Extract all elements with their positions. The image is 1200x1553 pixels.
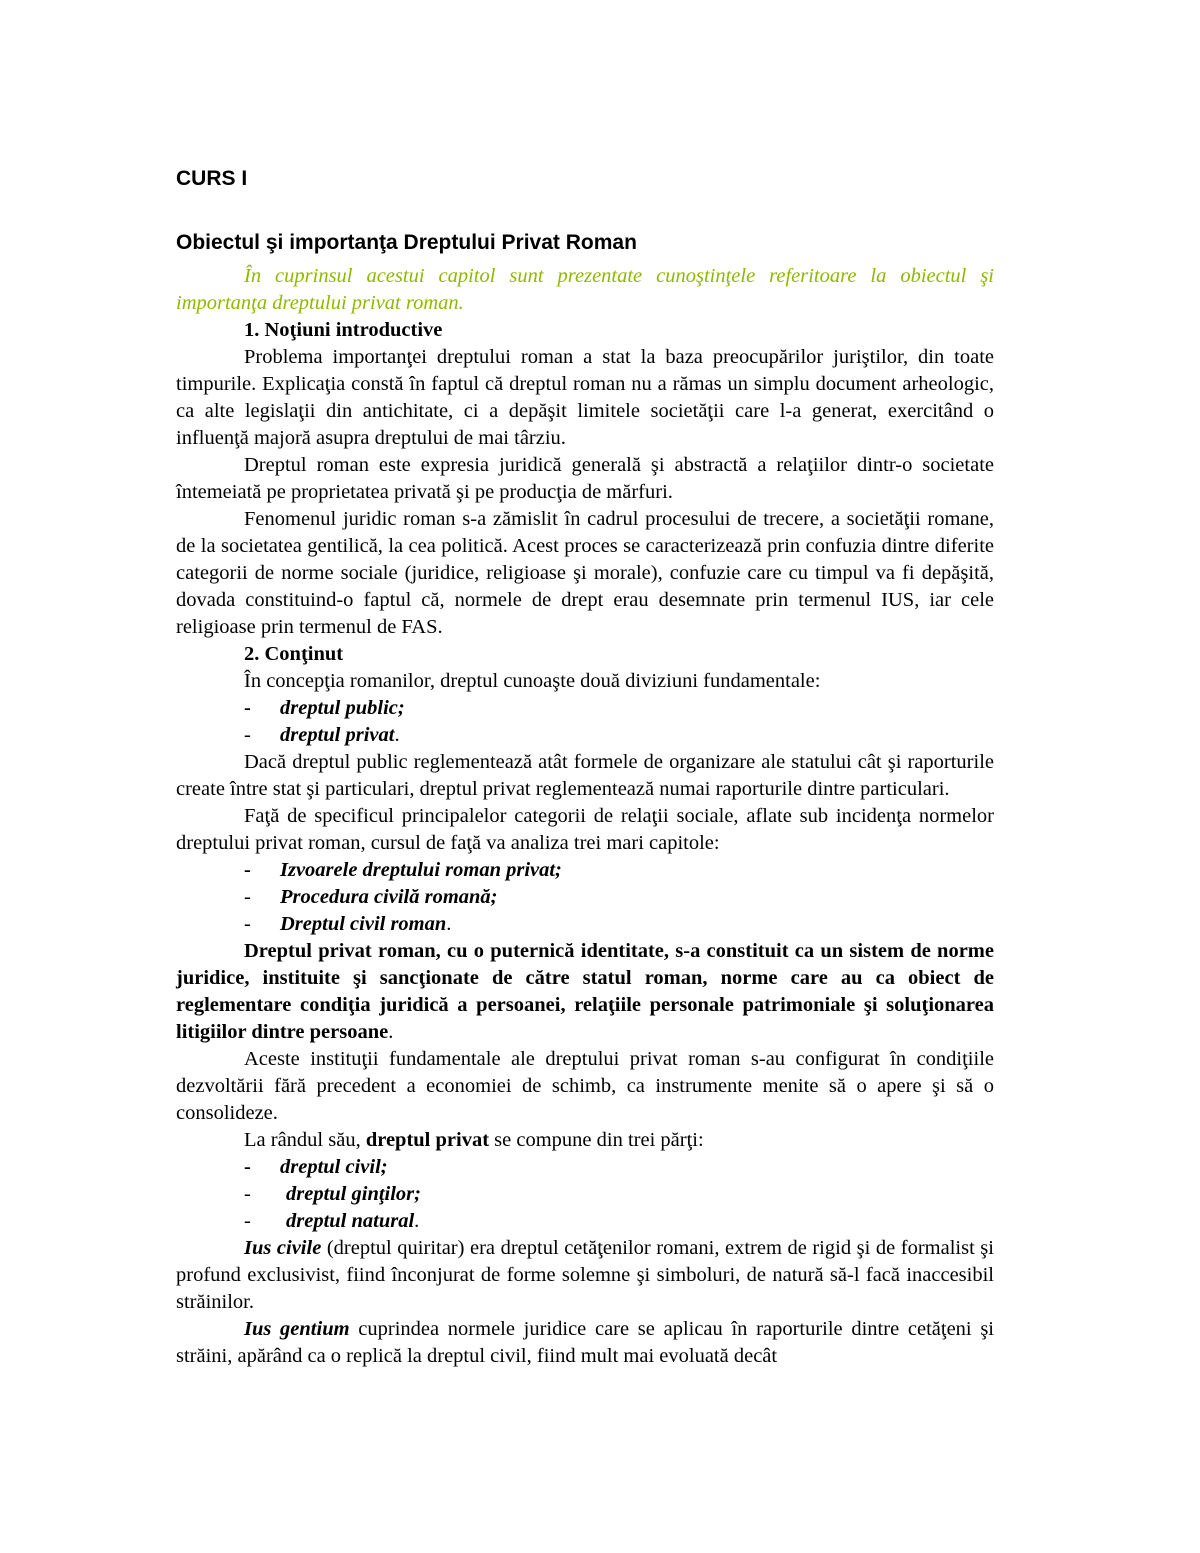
list-dash: - bbox=[244, 1183, 251, 1205]
ius-gentium-text: cuprindea normele juridice care se aplicau în raporturile dintre cetăţeni şi străini, apărând ca o replică la dreptul civil, fiind mult mai evoluată decât bbox=[176, 1318, 994, 1367]
list-item bbox=[176, 884, 994, 911]
parts-intro bbox=[176, 1127, 994, 1154]
list-item-text: Dreptul civil roman bbox=[280, 913, 447, 935]
list-item bbox=[176, 1154, 994, 1181]
list-dash: - bbox=[244, 724, 251, 746]
list-dash: - bbox=[244, 859, 251, 881]
list-item-text: Procedura civilă romană; bbox=[280, 886, 498, 908]
list-dash: - bbox=[244, 1156, 251, 1178]
parts-intro-post: se compune din trei părţi: bbox=[489, 1129, 704, 1151]
course-label: CURS I bbox=[176, 167, 248, 190]
list-item-text: dreptul public; bbox=[280, 697, 405, 719]
ius-civile-term: Ius civile bbox=[244, 1237, 322, 1259]
list-item-text: dreptul natural bbox=[286, 1210, 415, 1232]
parts-intro-bold: dreptul privat bbox=[365, 1129, 490, 1151]
list-item-text: dreptul ginţilor; bbox=[286, 1183, 421, 1205]
paragraph: Problema importanţei dreptului roman a stat la baza preocupărilor juriştilor, din toate timpurile. Explicaţia constă în faptul că dreptul roman nu a rămas un simplu document arheologic, ca alte legislaţii din antichitate, ci a depăşit limitele societăţii care l-a generat, exercitând o influenţă majoră asupra dreptului de mai târziu. bbox=[176, 346, 994, 449]
paragraph: Aceste instituţii fundamentale ale dreptului privat roman s-au configurat în condiţiile dezvoltării fără precedent a economiei de schimb, ca instrumente menite să o apere şi să o consolideze. bbox=[176, 1048, 994, 1124]
list-item bbox=[176, 857, 994, 884]
paragraph: În concepţia romanilor, dreptul cunoaşte două diviziuni fundamentale: bbox=[244, 670, 821, 692]
list-item-tail: . bbox=[414, 1210, 420, 1232]
section-1-heading: 1. Noţiuni introductive bbox=[244, 319, 443, 341]
paragraph: Dreptul roman este expresia juridică generală şi abstractă a relaţiilor dintr-o societate întemeiată pe proprietatea privată şi pe producţia de mărfuri. bbox=[176, 454, 994, 503]
ius-gentium-term: Ius gentium bbox=[244, 1318, 350, 1340]
definition-tail: . bbox=[388, 1021, 394, 1043]
list-item bbox=[176, 1181, 994, 1208]
list-item-tail: . bbox=[446, 913, 452, 935]
ius-gentium-paragraph bbox=[176, 1316, 994, 1370]
ius-civile-text: (dreptul quiritar) era dreptul cetăţenilor romani, extrem de rigid şi de formalist şi profund exclusivist, fiind înconjurat de forme solemne şi simboluri, de natură să-l facă inaccesibil străinilor. bbox=[176, 1237, 994, 1313]
list-dash: - bbox=[244, 886, 251, 908]
list-dash: - bbox=[244, 697, 251, 719]
list-dash: - bbox=[244, 913, 251, 935]
paragraph: Faţă de specificul principalelor categorii de relaţii sociale, aflate sub incidenţa normelor dreptului privat roman, cursul de faţă va analiza trei mari capitole: bbox=[176, 805, 994, 854]
definition-paragraph bbox=[176, 938, 994, 1046]
definition-text: Dreptul privat roman, cu o puternică identitate, s-a constituit ca un sistem de norme juridice, instituite şi sancţionate de către statul roman, norme care au ca obiect de reglementare condiţia juridică a persoanei, relaţiile personale patrimoniale şi soluţionarea litigiilor dintre persoane bbox=[176, 940, 994, 1043]
parts-intro-pre: La rândul său, bbox=[244, 1129, 366, 1151]
list-item bbox=[176, 1208, 994, 1235]
list-item bbox=[176, 722, 994, 749]
ius-civile-paragraph bbox=[176, 1235, 994, 1316]
paragraph: Dacă dreptul public reglementează atât formele de organizare ale statului cât şi raporturile create între stat şi particulari, dreptul privat reglementează numai raporturile dintre particulari. bbox=[176, 751, 994, 800]
chapter-title: Obiectul şi importanţa Dreptului Privat Roman bbox=[176, 231, 637, 254]
intro-text: În cuprinsul acestui capitol sunt prezentate cunoştinţele referitoare la obiectul şi importanţa dreptului privat roman. bbox=[176, 265, 994, 314]
list-item-text: dreptul civil; bbox=[280, 1156, 388, 1178]
list-item-text: Izvoarele dreptului roman privat; bbox=[280, 859, 562, 881]
list-item bbox=[176, 911, 994, 938]
list-item-tail: . bbox=[394, 724, 400, 746]
list-item bbox=[176, 695, 994, 722]
document-page bbox=[176, 165, 994, 1370]
paragraph: Fenomenul juridic roman s-a zămislit în cadrul procesului de trecere, a societăţii romane, de la societatea gentilică, la cea politică. Acest proces se caracterizează prin confuzia dintre diferite categorii de norme sociale (juridice, religioase şi morale), confuzie care cu timpul va fi depăşită, dovada constituind-o faptul că, normele de drept erau desemnate prin termenul IUS, iar cele religioase prin termenul de FAS. bbox=[176, 508, 994, 638]
list-item-text: dreptul privat bbox=[280, 724, 395, 746]
list-dash: - bbox=[244, 1210, 251, 1232]
section-2-heading: 2. Conţinut bbox=[244, 643, 344, 665]
